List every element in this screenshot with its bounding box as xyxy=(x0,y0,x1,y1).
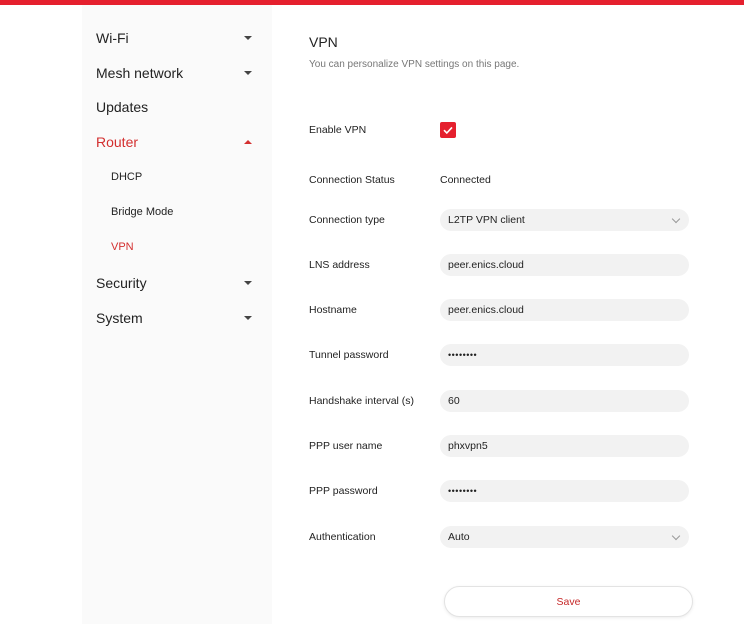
caret-down-icon xyxy=(244,71,252,75)
caret-down-icon xyxy=(244,316,252,320)
sidebar-subitem-label: VPN xyxy=(111,241,134,253)
sidebar-item-label: Security xyxy=(96,275,147,291)
connection-type-label: Connection type xyxy=(309,214,385,226)
ppp-password-input[interactable]: •••••••• xyxy=(440,480,689,502)
caret-down-icon xyxy=(244,281,252,285)
sidebar-item-label: System xyxy=(96,310,143,326)
caret-up-icon xyxy=(244,140,252,144)
sidebar xyxy=(82,5,272,624)
hostname-label: Hostname xyxy=(309,304,357,316)
connection-type-value: L2TP VPN client xyxy=(448,214,525,226)
connection-status-value: Connected xyxy=(440,174,491,186)
enable-vpn-checkbox[interactable] xyxy=(440,122,456,138)
chevron-down-icon xyxy=(672,214,680,222)
sidebar-subitem-label: DHCP xyxy=(111,171,143,183)
sidebar-item-label: Mesh network xyxy=(96,65,184,81)
sidebar-subitem-vpn[interactable] xyxy=(111,235,134,259)
sidebar-subitem-dhcp[interactable] xyxy=(111,165,142,189)
lns-address-label: LNS address xyxy=(309,259,370,271)
sidebar-item-security[interactable] xyxy=(96,268,260,298)
sidebar-item-label: Router xyxy=(96,134,139,150)
check-icon xyxy=(442,124,454,136)
vpn-settings-panel xyxy=(309,0,729,624)
sidebar-item-wifi[interactable] xyxy=(96,23,260,53)
sidebar-subitem-label: Bridge Mode xyxy=(111,206,174,218)
connection-status-label: Connection Status xyxy=(309,174,395,186)
enable-vpn-label: Enable VPN xyxy=(309,124,367,136)
handshake-interval-label: Handshake interval (s) xyxy=(309,395,415,407)
sidebar-subitem-bridge-mode[interactable] xyxy=(111,200,173,224)
tunnel-password-input[interactable]: •••••••• xyxy=(440,344,689,366)
sidebar-item-label: Updates xyxy=(96,99,149,115)
ppp-user-name-input[interactable]: phxvpn5 xyxy=(440,435,689,457)
connection-type-select[interactable] xyxy=(440,209,689,231)
authentication-value: Auto xyxy=(448,531,470,543)
sidebar-item-mesh-network[interactable] xyxy=(96,58,260,88)
page-subtitle: You can personalize VPN settings on this page. xyxy=(309,59,520,70)
sidebar-item-system[interactable] xyxy=(96,303,260,333)
ppp-user-name-label: PPP user name xyxy=(309,440,383,452)
ppp-password-label: PPP password xyxy=(309,485,378,497)
handshake-interval-input[interactable]: 60 xyxy=(440,390,689,412)
save-button[interactable]: Save xyxy=(444,586,693,617)
lns-address-input[interactable]: peer.enics.cloud xyxy=(440,254,689,276)
page-title: VPN xyxy=(309,34,338,50)
sidebar-item-updates[interactable] xyxy=(96,92,260,122)
tunnel-password-label: Tunnel password xyxy=(309,349,389,361)
authentication-select[interactable] xyxy=(440,526,689,548)
chevron-down-icon xyxy=(672,531,680,539)
authentication-label: Authentication xyxy=(309,531,376,543)
sidebar-item-label: Wi-Fi xyxy=(96,30,129,46)
sidebar-item-router[interactable] xyxy=(96,127,260,157)
hostname-input[interactable]: peer.enics.cloud xyxy=(440,299,689,321)
caret-down-icon xyxy=(244,36,252,40)
